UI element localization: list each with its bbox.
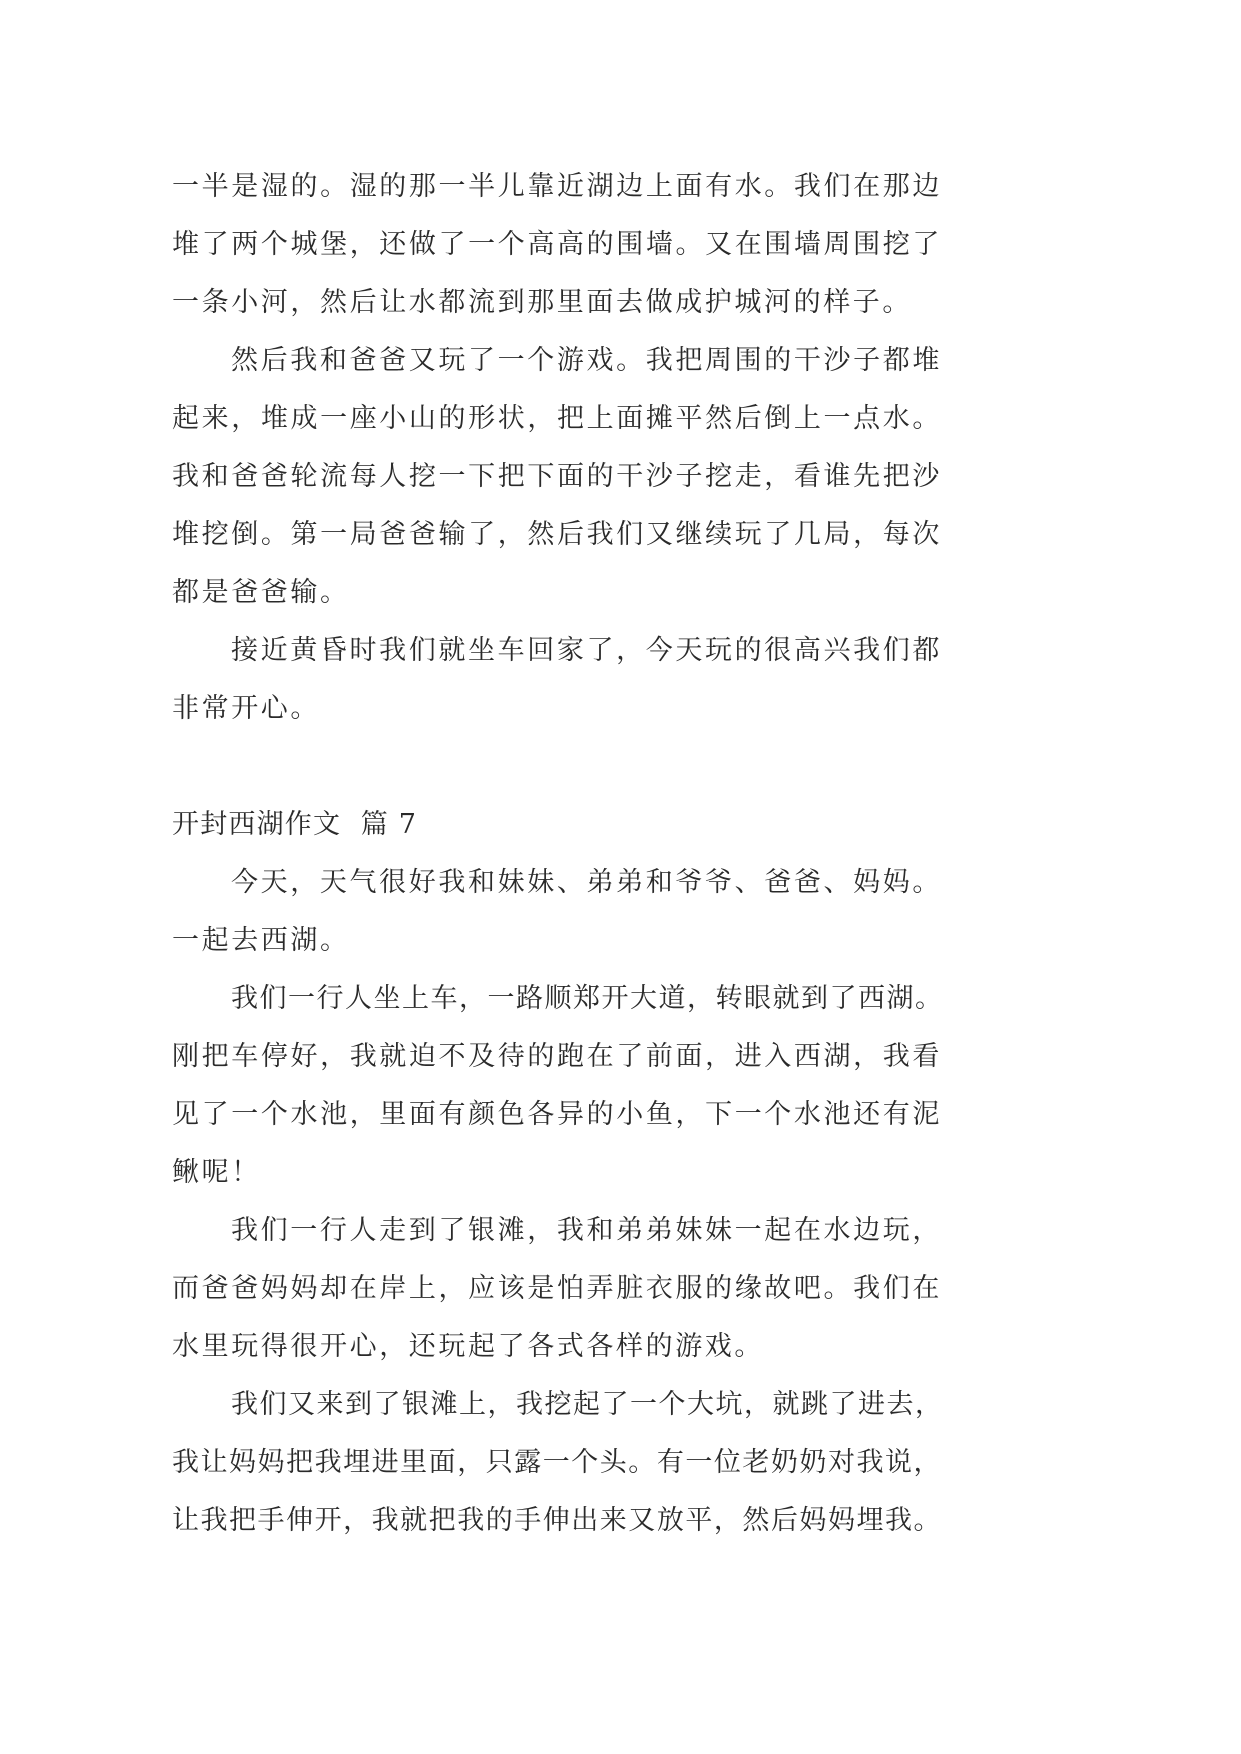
text-line: 一起去西湖。	[172, 925, 350, 956]
text-line: 刚把车停好，我就迫不及待的跑在了前面，进入西湖，我看	[172, 1041, 942, 1072]
text-line: 我让妈妈把我埋进里面，只露一个头。有一位老奶奶对我说，	[172, 1447, 942, 1478]
text-line: 我们又来到了银滩上，我挖起了一个大坑，就跳了进去，	[231, 1389, 944, 1420]
text-line: 然后我和爸爸又玩了一个游戏。我把周围的干沙子都堆	[231, 345, 942, 376]
continued-text	[172, 158, 942, 738]
text-line: 让我把手伸开，我就把我的手伸出来又放平，然后妈妈埋我。	[172, 1505, 942, 1536]
paragraph	[172, 854, 942, 970]
text-line: 而爸爸妈妈却在岸上，应该是怕弄脏衣服的缘故吧。我们在	[172, 1273, 942, 1304]
text-line: 堆挖倒。第一局爸爸输了，然后我们又继续玩了几局，每次	[172, 519, 942, 550]
paragraph	[172, 1376, 942, 1550]
text-line: 接近黄昏时我们就坐车回家了，今天玩的很高兴我们都	[231, 635, 942, 666]
paragraph	[172, 622, 942, 738]
text-line: 都是爸爸输。	[172, 577, 350, 608]
text-line: 起来，堆成一座小山的形状，把上面摊平然后倒上一点水。	[172, 403, 942, 434]
text-line: 堆了两个城堡，还做了一个高高的围墙。又在围墙周围挖了	[172, 229, 942, 260]
paragraph	[172, 970, 942, 1202]
text-line: 一条小河，然后让水都流到那里面去做成护城河的样子。	[172, 287, 912, 318]
text-line: 我们一行人走到了银滩，我和弟弟妹妹一起在水边玩，	[231, 1215, 942, 1246]
text-line: 水里玩得很开心，还玩起了各式各样的游戏。	[172, 1331, 764, 1362]
text-line: 非常开心。	[172, 693, 320, 724]
text-line: 鳅呢！	[172, 1157, 261, 1188]
text-line: 见了一个水池，里面有颜色各异的小鱼，下一个水池还有泥	[172, 1099, 942, 1130]
paragraph	[172, 1202, 942, 1376]
document-page	[172, 158, 942, 1550]
text-line: 我们一行人坐上车，一路顺郑开大道，转眼就到了西湖。	[231, 983, 944, 1014]
paragraph	[172, 332, 942, 622]
text-line: 我和爸爸轮流每人挖一下把下面的干沙子挖走，看谁先把沙	[172, 461, 942, 492]
section-heading: 开封西湖作文 篇 7	[172, 809, 418, 840]
text-line: 一半是湿的。湿的那一半儿靠近湖边上面有水。我们在那边	[172, 171, 942, 202]
article	[172, 796, 942, 1550]
paragraph	[172, 158, 942, 332]
text-line: 今天，天气很好我和妹妹、弟弟和爷爷、爸爸、妈妈。	[231, 867, 942, 898]
